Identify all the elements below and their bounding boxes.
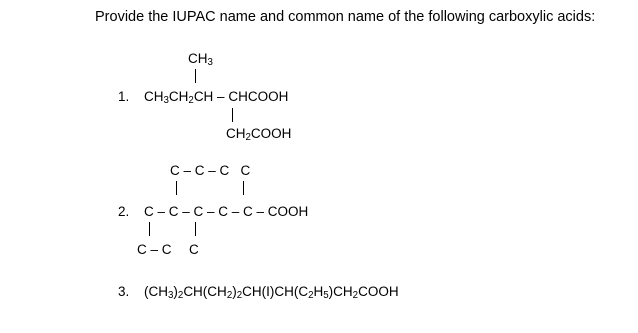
- q1-bottom-bond: [232, 108, 233, 122]
- q2-bottom-bond-right: [195, 222, 196, 236]
- q2-bottom-right-branch: C: [189, 242, 199, 257]
- q1-top-methyl-group: $CH_3$: [188, 51, 213, 69]
- q1-top-bond: [195, 69, 196, 83]
- q2-top-row: C – C – C C: [170, 163, 251, 178]
- instruction-text: Provide the IUPAC name and common name of the following carboxylic acids:: [95, 9, 596, 25]
- q2-main-chain: C – C – C – C – C – COOH: [144, 204, 309, 219]
- q2-bottom-left-branch: C – C: [137, 242, 172, 257]
- q1-number: 1.: [118, 89, 130, 104]
- q2-bottom-bond-left: [149, 222, 150, 236]
- q2-top-bond-right: [243, 181, 244, 195]
- q1-main-chain: $CH_3CH_2CH$ – CHCOOH: [144, 89, 289, 107]
- q1-bottom-group: $CH_2COOH$: [226, 126, 292, 144]
- q2-top-bond-left: [176, 181, 177, 195]
- q3-number: 3.: [118, 284, 130, 299]
- q2-number: 2.: [118, 204, 130, 219]
- q3-formula: $(CH_3)_2CH(CH_2)_2CH(I)CH(C_2H_5)CH_2COOH$: [144, 284, 399, 302]
